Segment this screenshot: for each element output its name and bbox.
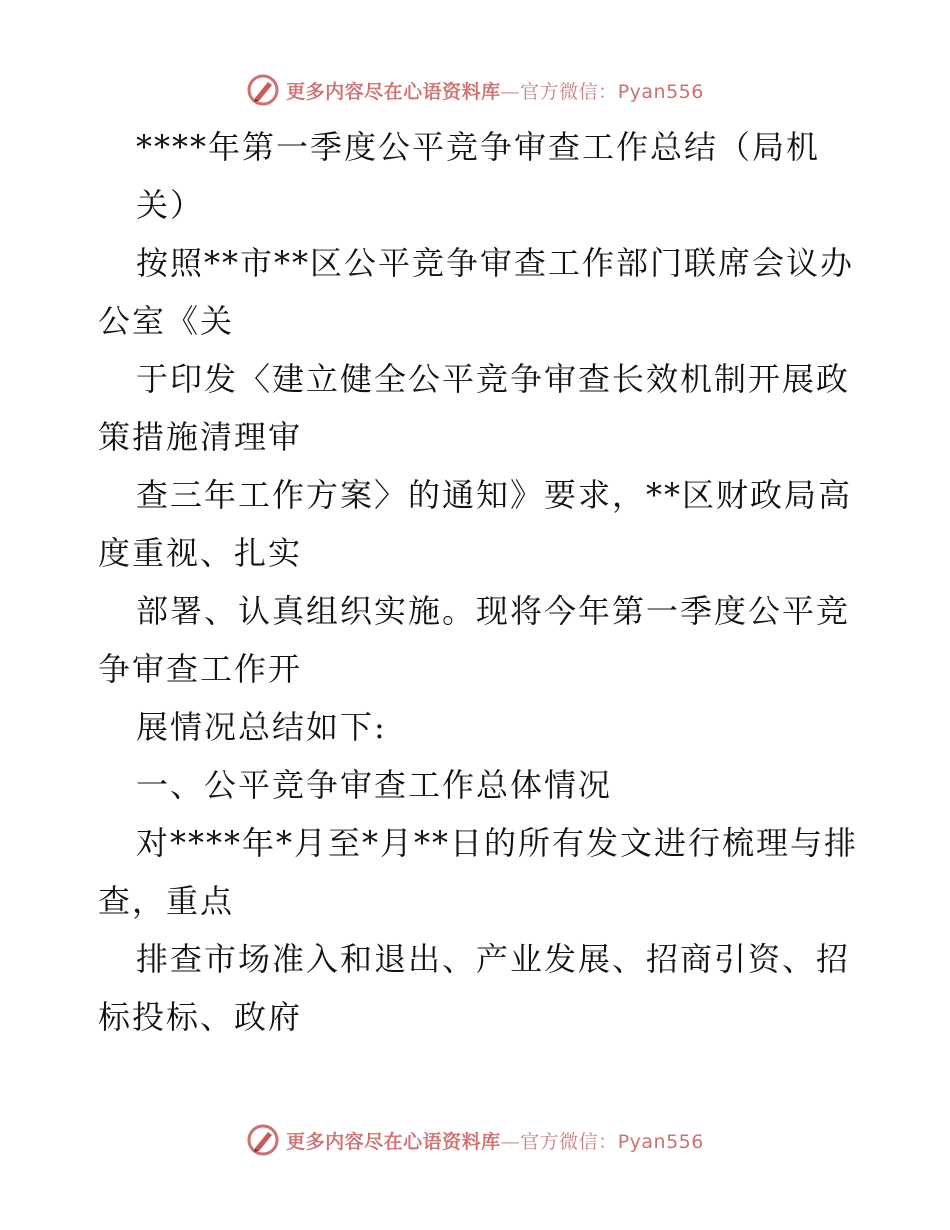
text-line: 查三年工作方案〉的通知》要求，**区财政局高 — [136, 476, 853, 514]
text-line: 一、公平竞争审查工作总体情况 — [136, 766, 613, 804]
document-body — [98, 118, 858, 1046]
text-line: 关） — [136, 186, 205, 224]
pen-logo-icon — [246, 73, 280, 107]
text-line: 争审查工作开 — [98, 650, 303, 688]
text-line: 策措施清理审 — [98, 418, 303, 456]
text-line: 度重视、扎实 — [98, 534, 303, 572]
watermark-site-text: 更多内容尽在心语资料库 — [286, 1130, 501, 1153]
text-line: 查，重点 — [98, 882, 235, 920]
text-line: 于印发〈建立健全公平竞争审查长效机制开展政 — [136, 360, 851, 398]
watermark-label: 官方微信： — [520, 80, 618, 103]
watermark-text — [286, 77, 704, 104]
watermark-wechat-id: Pyan556 — [617, 1130, 704, 1153]
text-line: 公室《关 — [98, 302, 235, 340]
text-line: 按照**市**区公平竞争审查工作部门联席会议办 — [136, 244, 855, 282]
watermark-label: 官方微信： — [520, 1130, 618, 1153]
watermark-dash: — — [500, 1130, 521, 1153]
header-watermark — [0, 70, 950, 110]
text-line: ****年第一季度公平竞争审查工作总结（局机 — [136, 128, 821, 166]
watermark-dash: — — [500, 80, 521, 103]
text-line: 排查市场准入和退出、产业发展、招商引资、招 — [136, 940, 851, 978]
footer-watermark — [0, 1120, 950, 1160]
text-line: 展情况总结如下: — [136, 708, 387, 746]
text-line: 对****年*月至*月**日的所有发文进行梳理与排 — [136, 824, 859, 862]
watermark-wechat-id: Pyan556 — [617, 80, 704, 103]
text-line: 部署、认真组织实施。现将今年第一季度公平竞 — [136, 592, 851, 630]
watermark-site-text: 更多内容尽在心语资料库 — [286, 80, 501, 103]
text-line: 标投标、政府 — [98, 998, 303, 1036]
watermark-text — [286, 1127, 704, 1154]
pen-logo-icon — [246, 1123, 280, 1157]
